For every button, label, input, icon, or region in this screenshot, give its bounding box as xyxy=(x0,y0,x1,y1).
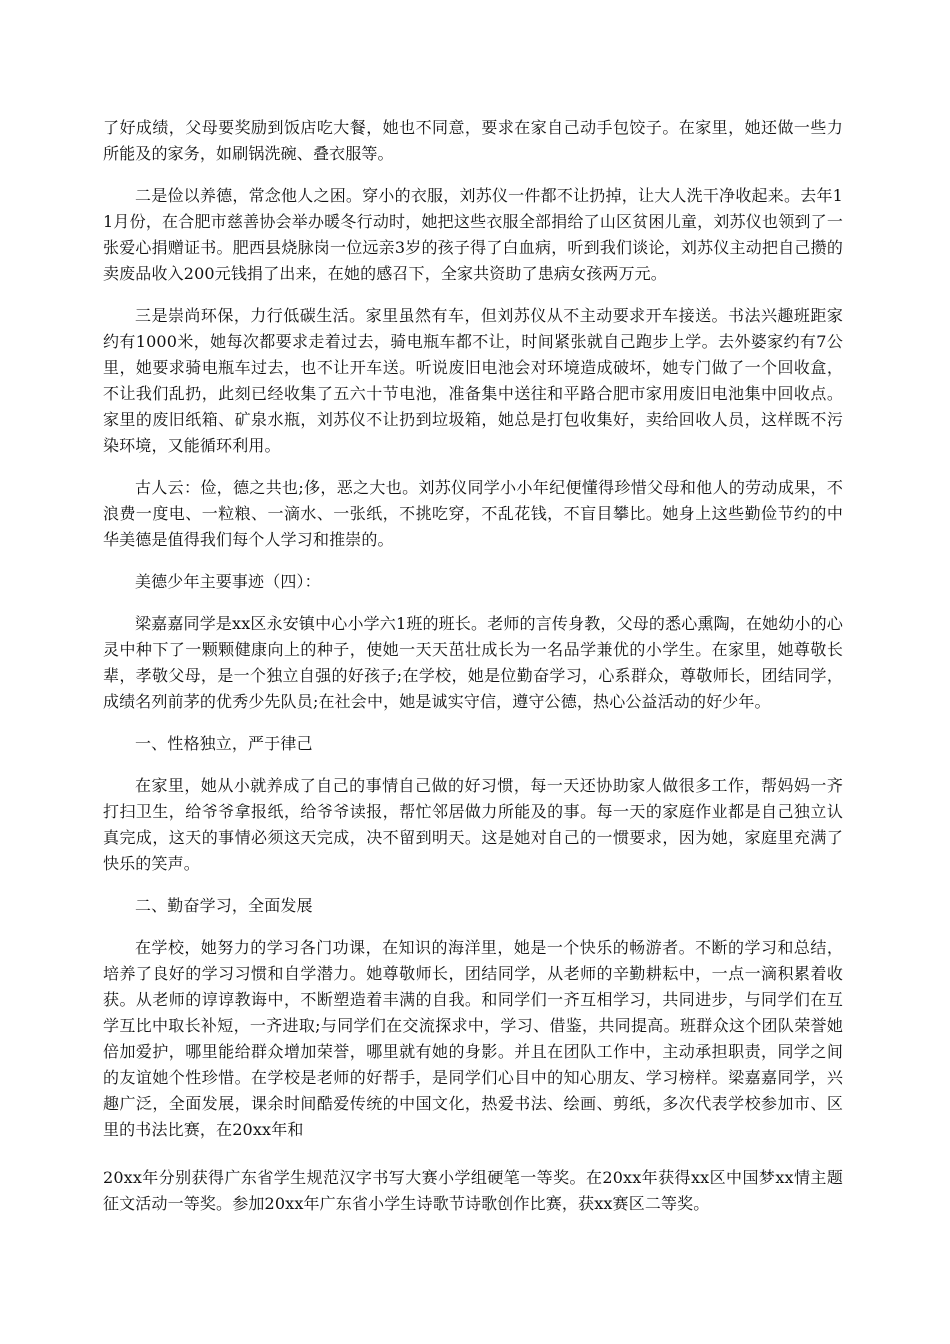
paragraph-gap xyxy=(103,595,843,611)
paragraph-gap xyxy=(103,1143,843,1165)
paragraph-environment: 三是崇尚环保，力行低碳生活。家里虽然有车，但刘苏仪从不主动要求开车接送。书法兴趣班距家约有1000米，她每次都要求走着过去，骑电瓶车都不让，时间紧张就自己跑步上学。去外婆家约有7公里，她要求骑电瓶车过去，也不让开车送。听说废旧电池会对环境造成破坏，她专门做了一个回收盒，不让我们乱扔，此刻已经收集了五六十节电池，准备集中送往和平路合肥市家用废旧电池集中回收点。家里的废旧纸箱、矿泉水瓶，刘苏仪不让扔到垃圾箱，她总是打包收集好，卖给回收人员，这样既不污染环境，又能循环利用。 xyxy=(103,306,843,455)
paragraph-gap xyxy=(103,287,843,303)
paragraph-home: 在家里，她从小就养成了自己的事情自己做的好习惯，每一天还协助家人做很多工作，帮妈妈一齐打扫卫生，给爷爷拿报纸，给爷爷读报，帮忙邻居做力所能及的事。每一天的家庭作业都是自己独立认真完成，这天的事情必须这天完成，决不留到明天。这是她对自己的一惯要求，因为她，家庭里充满了快乐的笑声。 xyxy=(103,776,843,873)
paragraph-gap xyxy=(103,459,843,475)
paragraph-introduction: 梁嘉嘉同学是xx区永安镇中心小学六1班的班长。老师的言传身教，父母的悉心熏陶，在她幼小的心灵中种下了一颗颗健康向上的种子，使她一天天茁壮成长为一名品学兼优的小学生。在家里，她尊敬长辈，孝敬父母，是一个独立自强的好孩子;在学校，她是位勤奋学习，心系群众，尊敬师长，团结同学，成绩名列前茅的优秀少先队员;在社会中，她是诚实守信，遵守公德，热心公益活动的好少年。 xyxy=(103,614,843,711)
document-page xyxy=(103,115,843,1217)
paragraph-gap xyxy=(103,167,843,183)
paragraph-gap xyxy=(103,877,843,893)
paragraph-gap xyxy=(103,553,843,569)
paragraph-gap xyxy=(103,919,843,935)
paragraph-awards: 20xx年分别获得广东省学生规范汉字书写大赛小学组硬笔一等奖。在20xx年获得xx区中国梦xx情主题征文活动一等奖。参加20xx年广东省小学生诗歌节诗歌创作比赛，获xx赛区二等奖。 xyxy=(103,1168,843,1213)
paragraph-gap xyxy=(103,757,843,773)
paragraph-school: 在学校，她努力的学习各门功课，在知识的海洋里，她是一个快乐的畅游者。不断的学习和总结，培养了良好的学习习惯和自学潜力。她尊敬师长，团结同学，从老师的辛勤耕耘中，一点一滴积累着收获。从老师的谆谆教诲中，不断塑造着丰满的自我。和同学们一齐互相学习，共同进步，与同学们在互学互比中取长补短，一齐进取;与同学们在交流探求中，学习、借鉴，共同提高。班群众这个团队荣誉她倍加爱护，哪里能给群众增加荣誉，哪里就有她的身影。并且在团队工作中，主动承担职责，同学之间的友谊她个性珍惜。在学校是老师的好帮手，是同学们心目中的知心朋友、学习榜样。梁嘉嘉同学，兴趣广泛，全面发展，课余时间酷爱传统的中国文化，热爱书法、绘画、剪纸，多次代表学校参加市、区里的书法比赛，在20xx年和 xyxy=(103,938,843,1139)
subheading-study: 二、勤奋学习，全面发展 xyxy=(135,896,313,915)
paragraph-ancient-saying: 古人云：俭，德之共也;侈，恶之大也。刘苏仪同学小小年纪便懂得珍惜父母和他人的劳动成果，不浪费一度电、一粒粮、一滴水、一张纸，不挑吃穿，不乱花钱，不盲目攀比。她身上这些勤俭节约的中华美德是值得我们每个人学习和推崇的。 xyxy=(103,478,843,549)
subheading-independent: 一、性格独立，严于律己 xyxy=(135,734,313,753)
paragraph-thrift: 二是俭以养德，常念他人之困。穿小的衣服，刘苏仪一件都不让扔掉，让大人洗干净收起来。去年11月份，在合肥市慈善协会举办暖冬行动时，她把这些衣服全部捐给了山区贫困儿童，刘苏仪也领到了一张爱心捐赠证书。肥西县烧脉岗一位远亲3岁的孩子得了白血病，听到我们谈论，刘苏仪主动把自己攒的卖废品收入200元钱捐了出来，在她的感召下，全家共资助了患病女孩两万元。 xyxy=(103,186,843,283)
paragraph-continued: 了好成绩，父母要奖励到饭店吃大餐，她也不同意，要求在家自己动手包饺子。在家里，她还做一些力所能及的家务，如刷锅洗碗、叠衣服等。 xyxy=(103,118,843,163)
section-heading-four: 美德少年主要事迹（四）： xyxy=(135,572,321,591)
paragraph-gap xyxy=(103,715,843,731)
